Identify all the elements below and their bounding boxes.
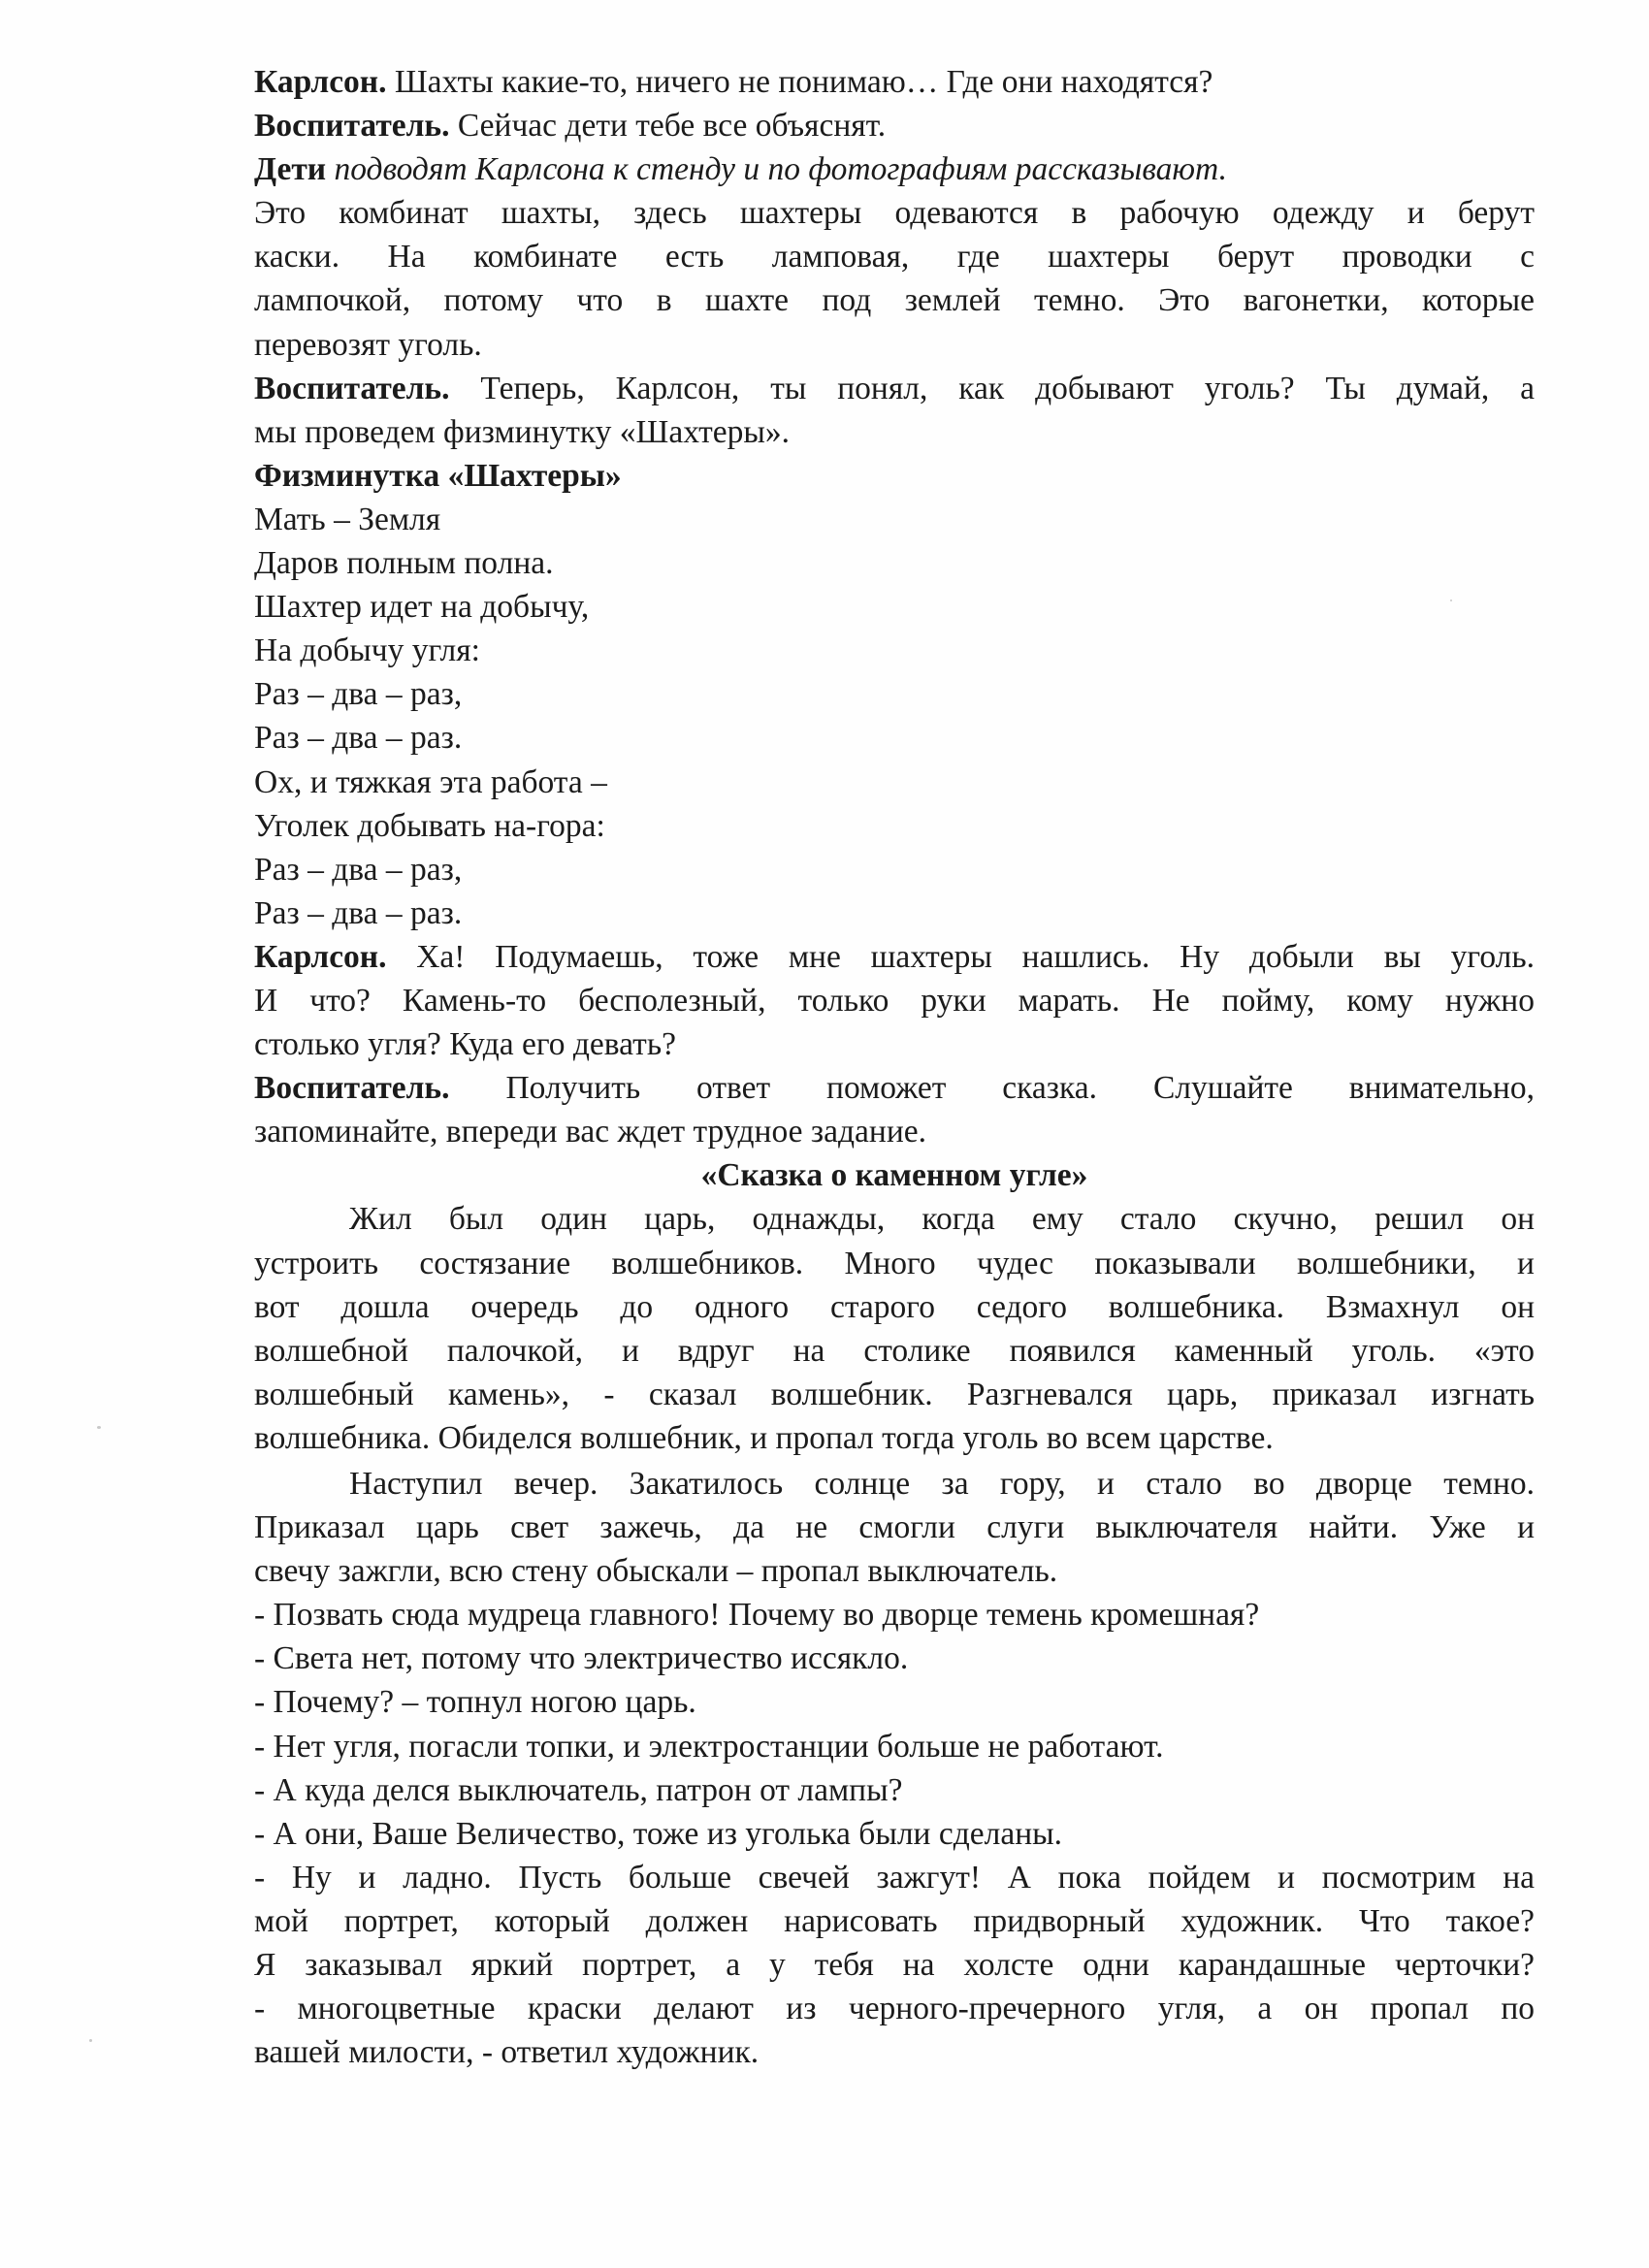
text-line: И что? Камень-то бесполезный, только руки марать. Не пойму, кому нужно [254, 982, 1535, 1019]
carlson-line [254, 60, 1535, 104]
text-line: Приказал царь свет зажечь, да не смогли слуги выключателя найти. Уже и [254, 1509, 1535, 1546]
text-line: Я заказывал яркий портрет, а у тебя на холсте одни карандашные черточки? [254, 1947, 1535, 1984]
teacher-line [254, 367, 1535, 410]
exercise-title: Физминутка «Шахтеры» [254, 457, 622, 494]
scan-speck [97, 1426, 101, 1429]
text-line: волшебный камень», - сказал волшебник. Разгневался царь, приказал изгнать [254, 1376, 1535, 1412]
dialogue-line: - Позвать сюда мудреца главного! Почему во дворце темень кромешная? [254, 1597, 1260, 1634]
text-line: - многоцветные краски делают из черного-пречерного угля, а он пропал по [254, 1991, 1535, 2027]
dialogue-line: - Почему? – топнул ногою царь. [254, 1684, 696, 1721]
teacher-text: Теперь, Карлсон, ты понял, как добывают уголь? Ты думай, а [449, 370, 1535, 406]
text-line: волшебной палочкой, и вдруг на столике появился каменный уголь. «это [254, 1332, 1535, 1369]
poem-line: Ох, и тяжкая эта работа – [254, 763, 607, 800]
speaker-teacher: Воспитатель. [254, 1070, 450, 1107]
teacher-text: Получить ответ поможет сказка. Слушайте внимательно, [449, 1070, 1535, 1107]
poem-line: На добычу угля: [254, 632, 480, 669]
scan-speck [89, 2039, 92, 2042]
text-line: - Ну и ладно. Пусть больше свечей зажгут! А пока пойдем и посмотрим на [254, 1859, 1535, 1895]
carlson-line [254, 935, 1535, 979]
poem-line: Мать – Земля [254, 501, 441, 537]
poem-line: Даров полным полна. [254, 545, 554, 582]
teacher-line [254, 1066, 1535, 1110]
text-line: мой портрет, который должен нарисовать придворный художник. Что такое? [254, 1902, 1535, 1939]
text-line: запоминайте, впереди вас ждет трудное задание. [254, 1114, 926, 1150]
dialogue-line: - Нет угля, погасли топки, и электростанции больше не работают. [254, 1728, 1164, 1765]
stage-direction: подводят Карлсона к стенду и по фотографиям рассказывают. [326, 151, 1228, 188]
teacher-line [254, 104, 1535, 147]
text-line: столько угля? Куда его девать? [254, 1026, 676, 1063]
carlson-text: Шахты какие-то, ничего не понимаю… Где они находятся? [386, 64, 1213, 100]
text-line: Жил был один царь, однажды, когда ему стало скучно, решил он [349, 1201, 1535, 1238]
poem-line: Раз – два – раз, [254, 676, 463, 713]
text-line: лампочкой, потому что в шахте под землей темно. Это вагонетки, которые [254, 282, 1535, 319]
children-line [254, 147, 1535, 191]
text-line: волшебника. Обиделся волшебник, и пропал тогда уголь во всем царстве. [254, 1419, 1274, 1456]
poem-line: Уголек добывать на-гора: [254, 807, 605, 844]
text-line: перевозят уголь. [254, 326, 482, 363]
text-line: устроить состязание волшебников. Много чудес показывали волшебники, и [254, 1245, 1535, 1281]
speaker-children: Дети [254, 151, 327, 188]
speaker-teacher: Воспитатель. [254, 370, 450, 406]
poem-line: Раз – два – раз, [254, 851, 463, 888]
text-line: свечу зажгли, всю стену обыскали – пропал выключатель. [254, 1553, 1058, 1590]
poem-line: Раз – два – раз. [254, 720, 463, 757]
dialogue-line: - А они, Ваше Величество, тоже из уголька были сделаны. [254, 1815, 1063, 1852]
speaker-carlson: Карлсон. [254, 64, 387, 100]
tale-title: «Сказка о каменном угле» [700, 1157, 1088, 1194]
text-line: Наступил вечер. Закатилось солнце за гору, и стало во дворце темно. [349, 1466, 1535, 1502]
poem-line: Раз – два – раз. [254, 894, 463, 931]
poem-line: Шахтер идет на добычу, [254, 589, 590, 626]
document-body [254, 60, 1535, 2074]
speaker-teacher: Воспитатель. [254, 108, 450, 145]
carlson-text: Ха! Подумаешь, тоже мне шахтеры нашлись. Ну добыли вы уголь. [386, 938, 1535, 975]
text-line: каски. На комбинате есть ламповая, где шахтеры берут проводки с [254, 239, 1535, 275]
text-line: мы проведем физминутку «Шахтеры». [254, 413, 791, 450]
text-line: Это комбинат шахты, здесь шахтеры одеваются в рабочую одежду и берут [254, 195, 1535, 232]
speaker-carlson: Карлсон. [254, 938, 387, 975]
teacher-text: Сейчас дети тебе все объяснят. [449, 108, 887, 145]
text-line: вот дошла очередь до одного старого седого волшебника. Взмахнул он [254, 1288, 1535, 1325]
text-line: вашей милости, - ответил художник. [254, 2034, 760, 2071]
dialogue-line: - А куда делся выключатель, патрон от лампы? [254, 1771, 903, 1808]
dialogue-line: - Света нет, потому что электричество иссякло. [254, 1640, 909, 1677]
